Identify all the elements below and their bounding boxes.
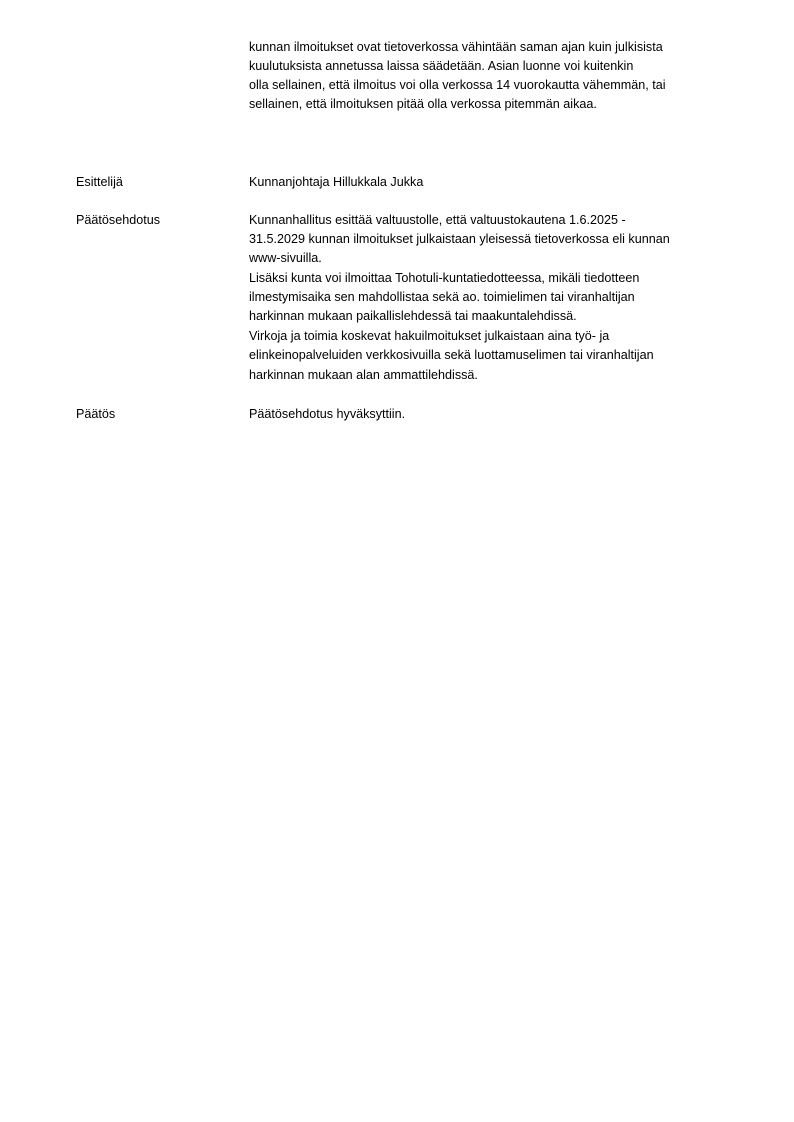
paatos-label: Päätös bbox=[76, 407, 116, 421]
paatosehdotus-line: Lisäksi kunta voi ilmoittaa Tohotuli-kuntatiedotteessa, mikäli tiedotteen bbox=[249, 271, 640, 285]
paatosehdotus-line: ilmestymisaika sen mahdollistaa sekä ao. toimielimen tai viranhaltijan bbox=[249, 290, 635, 304]
esittelija-label: Esittelijä bbox=[76, 175, 123, 189]
esittelija-value: Kunnanjohtaja Hillukkala Jukka bbox=[249, 175, 424, 189]
paatosehdotus-line: harkinnan mukaan alan ammattilehdissä. bbox=[249, 368, 478, 382]
paatosehdotus-line: Virkoja ja toimia koskevat hakuilmoitukset julkaistaan aina työ- ja bbox=[249, 329, 610, 343]
paatosehdotus-label: Päätösehdotus bbox=[76, 213, 161, 227]
paatosehdotus-line: elinkeinopalveluiden verkkosivuilla sekä luottamuselimen tai viranhaltijan bbox=[249, 348, 654, 362]
paatosehdotus-line: harkinnan mukaan paikallislehdessä tai maakuntalehdissä. bbox=[249, 309, 577, 323]
paatosehdotus-line: 31.5.2029 kunnan ilmoitukset julkaistaan yleisessä tietoverkossa eli kunnan bbox=[249, 232, 670, 246]
paatosehdotus-line: Kunnanhallitus esittää valtuustolle, että valtuustokautena 1.6.2025 - bbox=[249, 213, 626, 227]
intro-line: sellainen, että ilmoituksen pitää olla verkossa pitemmän aikaa. bbox=[249, 97, 597, 111]
intro-line: kuulutuksista annetussa laissa säädetään. Asian luonne voi kuitenkin bbox=[249, 59, 634, 73]
intro-line: olla sellainen, että ilmoitus voi olla verkossa 14 vuorokautta vähemmän, tai bbox=[249, 78, 666, 92]
paatos-value: Päätösehdotus hyväksyttiin. bbox=[249, 407, 406, 421]
paatosehdotus-line: www-sivuilla. bbox=[249, 251, 322, 265]
intro-line: kunnan ilmoitukset ovat tietoverkossa vähintään saman ajan kuin julkisista bbox=[249, 40, 663, 54]
